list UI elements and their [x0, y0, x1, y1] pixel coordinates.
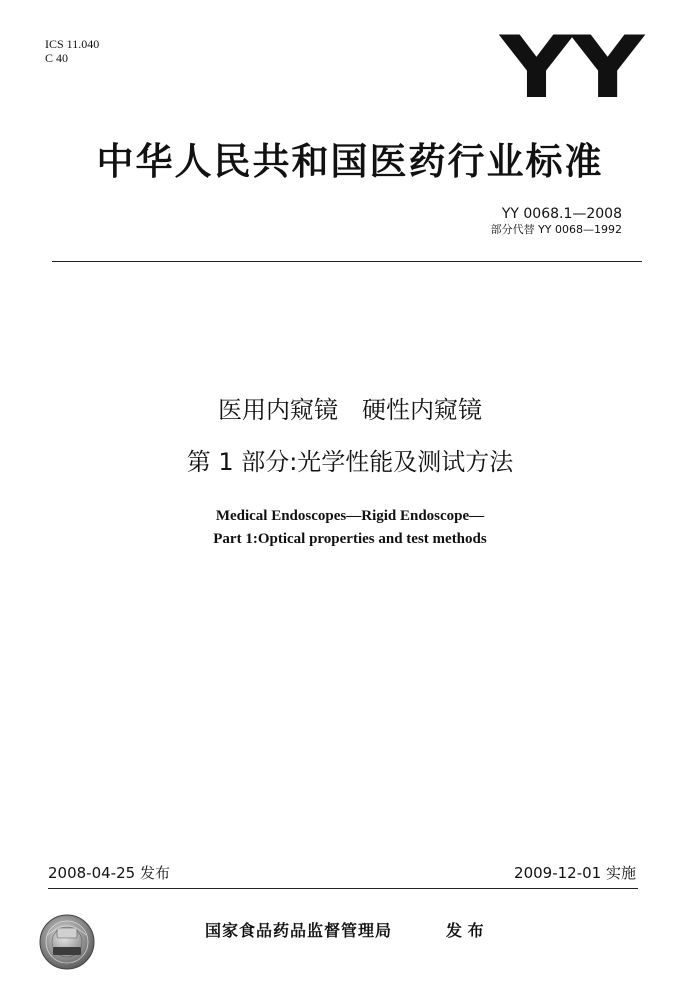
header-divider — [52, 261, 642, 262]
implementation-date: 2009-12-01 实施 — [514, 864, 636, 882]
issue-date: 2008-04-25 发布 — [48, 864, 170, 882]
english-title-line-2: Part 1:Optical properties and test methods — [213, 531, 487, 547]
chinese-title-line-1: 医用内窥镜 硬性内窥镜 — [218, 396, 482, 424]
english-title-line-1: Medical Endoscopes—Rigid Endoscope— — [215, 508, 485, 524]
replaces-note: 部分代替 YY 0068—1992 — [490, 223, 622, 236]
ccs-code: C 40 — [45, 51, 69, 65]
chinese-title-line-2: 第 1 部分:光学性能及测试方法 — [186, 448, 514, 476]
yy-logo: YY — [499, 18, 642, 118]
anti-counterfeit-seal-icon — [38, 913, 96, 971]
issuing-authority: 国家食品药品监督管理局 — [205, 921, 393, 940]
standard-title: 中华人民共和国医药行业标准 — [96, 140, 604, 183]
standard-number: YY 0068.1—2008 — [501, 206, 622, 222]
footer-divider — [48, 888, 638, 889]
ics-code: ICS 11.040 — [45, 37, 100, 51]
publish-label: 发 布 — [446, 921, 484, 940]
